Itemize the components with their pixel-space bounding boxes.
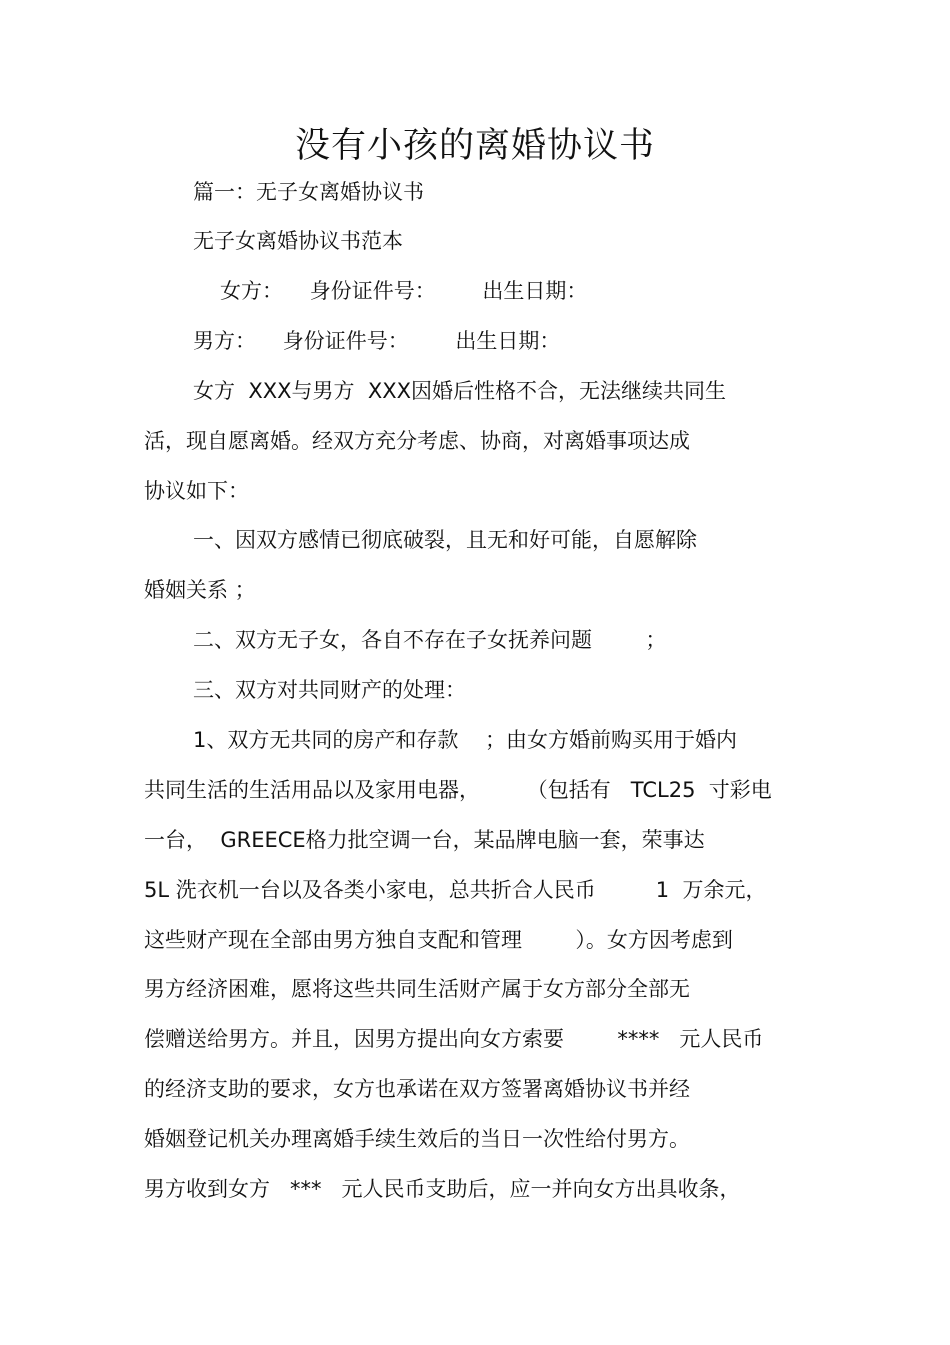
body-line: 三、双方对共同财产的处理：: [193, 678, 466, 702]
body-line: 婚姻登记机关办理离婚手续生效后的当日一次性给付男方。: [144, 1127, 690, 1151]
body-line: 协议如下：: [144, 479, 249, 503]
body-line: 的经济支助的要求，女方也承诺在双方签署离婚协议书并经: [144, 1077, 690, 1101]
body-line: 婚姻关系 ；: [144, 578, 256, 602]
body-line: 活，现自愿离婚。经双方充分考虑、协商，对离婚事项达成: [144, 429, 690, 453]
body-line: 这些财产现在全部由男方独自支配和管理 ）。女方因考虑到: [144, 928, 733, 952]
body-line: 二、双方无子女，各自不存在子女抚养问题 ；: [193, 628, 667, 652]
body-line: 男方经济困难，愿将这些共同生活财产属于女方部分全部无: [144, 977, 690, 1001]
body-line: 1、双方无共同的房产和存款 ；由女方婚前购买用于婚内: [193, 728, 738, 752]
female-party-fields: 女方： 身份证件号： 出生日期：: [220, 279, 588, 303]
body-line: 女方 XXX与男方 XXX因婚后性格不合，无法继续共同生: [193, 379, 727, 403]
male-party-fields: 男方： 身份证件号： 出生日期：: [193, 329, 561, 353]
body-line: 5L 洗衣机一台以及各类小家电，总共折合人民币 1 万余元，: [144, 878, 767, 902]
body-line: 一台， GREECE格力批空调一台，某品牌电脑一套，荣事达: [144, 828, 705, 852]
section-heading: 篇一：无子女离婚协议书: [193, 180, 424, 204]
body-line: 男方收到女方 *** 元人民币支助后，应一并向女方出具收条，: [144, 1177, 741, 1201]
body-line: 一、因双方感情已彻底破裂，且无和好可能，自愿解除: [193, 528, 697, 552]
body-line: 共同生活的生活用品以及家用电器， （包括有 TCL25 寸彩电: [144, 778, 772, 802]
body-line: 偿赠送给男方。并且，因男方提出向女方索要 **** 元人民币: [144, 1027, 764, 1051]
document-title: 没有小孩的离婚协议书: [294, 126, 655, 166]
document-subtitle: 无子女离婚协议书范本: [193, 229, 403, 253]
